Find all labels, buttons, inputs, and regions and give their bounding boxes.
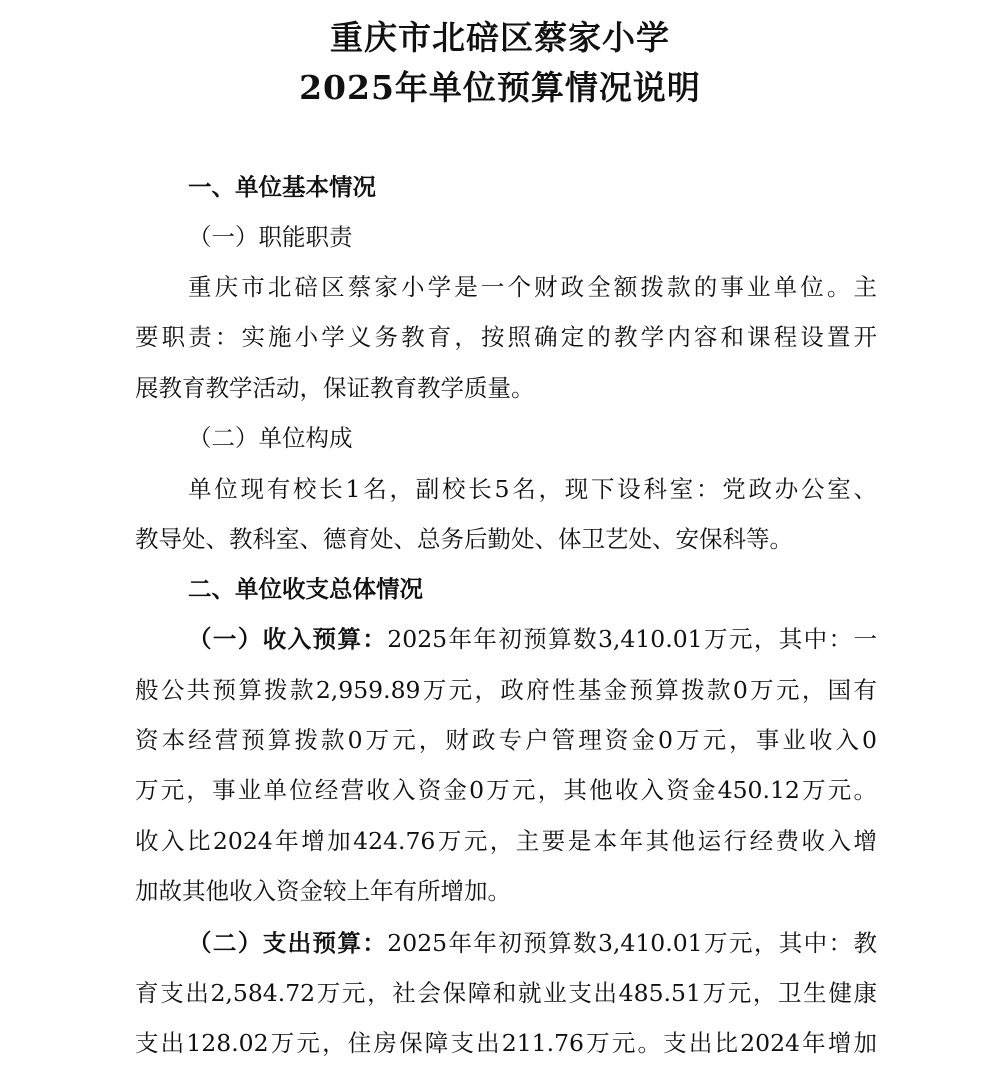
income-budget-label: （一）收入预算： [188, 625, 388, 653]
paragraph-line-expense-first [188, 926, 877, 960]
subsection-heading-functions: （一）职能职责 [188, 223, 353, 251]
income-budget-text: 2025年年初预算数3,410.01万元，其中：一 [387, 625, 877, 653]
paragraph-line: 要职责：实施小学义务教育，按照确定的教学内容和课程设置开 [135, 323, 877, 351]
paragraph-line-income-first [188, 622, 877, 656]
section-heading-basic-info: 一、单位基本情况 [188, 173, 376, 201]
paragraph-line: 重庆市北碚区蔡家小学是一个财政全额拨款的事业单位。主 [188, 273, 877, 301]
paragraph-line: 支出128.02万元，住房保障支出211.76万元。支出比2024年增加 [135, 1029, 877, 1057]
paragraph-line: 万元，事业单位经营收入资金0万元，其他收入资金450.12万元。 [135, 776, 877, 804]
paragraph-line: 展教育教学活动，保证教育教学质量。 [135, 374, 535, 402]
document-title-line2: 2025年单位预算情况说明 [299, 68, 701, 107]
subsection-heading-composition: （二）单位构成 [188, 424, 353, 452]
paragraph-line: 育支出2,584.72万元，社会保障和就业支出485.51万元，卫生健康 [135, 979, 877, 1007]
paragraph-line: 收入比2024年增加424.76万元，主要是本年其他运行经费收入增 [135, 827, 877, 855]
paragraph-line: 般公共预算拨款2,959.89万元，政府性基金预算拨款0万元，国有 [135, 676, 877, 704]
expense-budget-label: （二）支出预算： [188, 929, 388, 957]
paragraph-line: 教导处、教科室、德育处、总务后勤处、体卫艺处、安保科等。 [135, 525, 793, 553]
paragraph-line: 加故其他收入资金较上年有所增加。 [135, 877, 511, 905]
paragraph-line: 单位现有校长1名，副校长5名，现下设科室：党政办公室、 [188, 475, 877, 503]
document-title-line1: 重庆市北碚区蔡家小学 [330, 18, 670, 57]
expense-budget-text: 2025年年初预算数3,410.01万元，其中：教 [387, 929, 877, 957]
section-heading-budget-overview: 二、单位收支总体情况 [188, 575, 423, 603]
paragraph-line: 资本经营预算拨款0万元，财政专户管理资金0万元，事业收入0 [135, 726, 877, 754]
